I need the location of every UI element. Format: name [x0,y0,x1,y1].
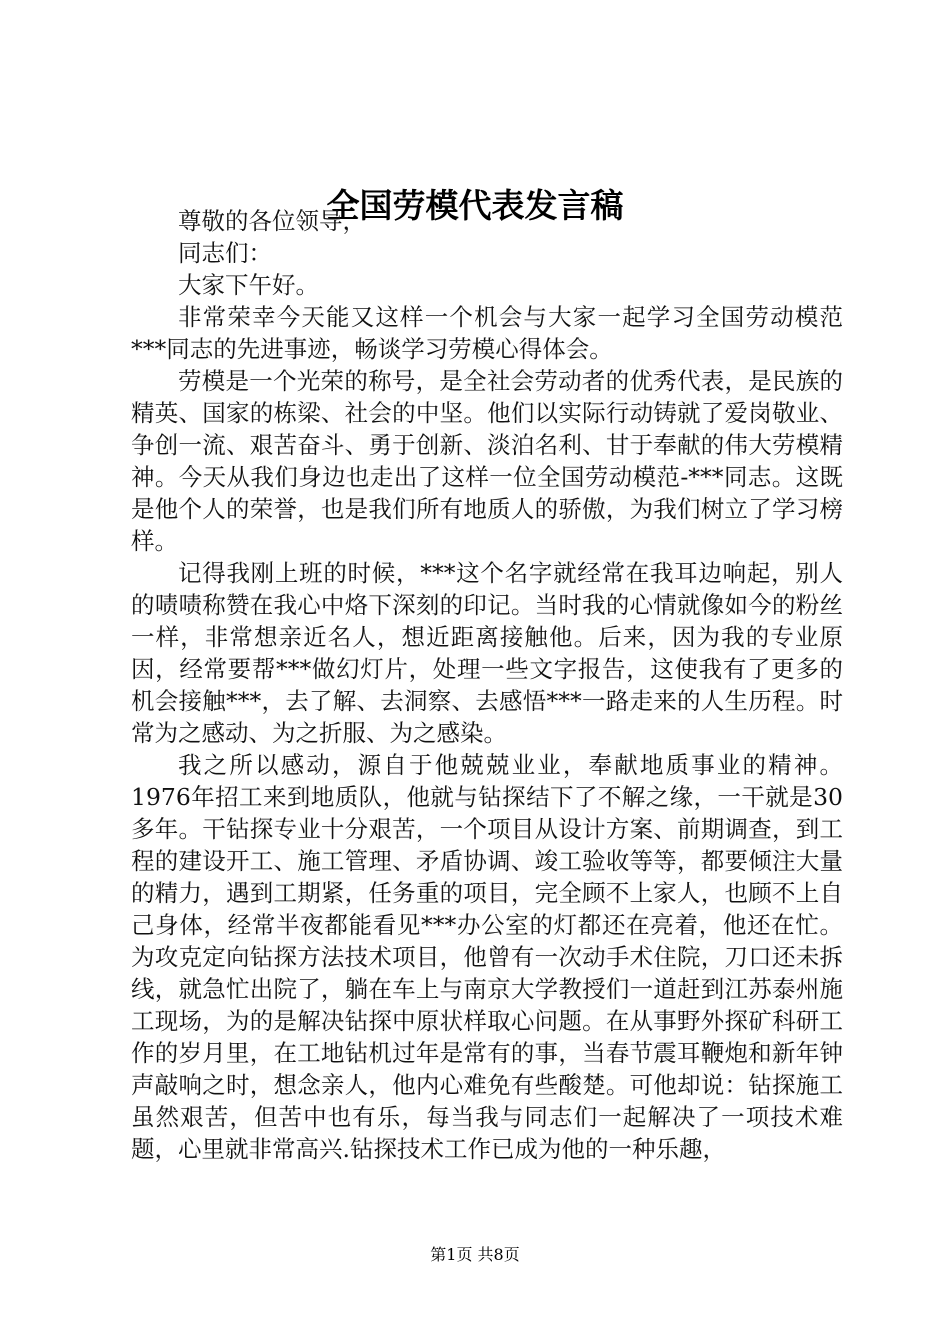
document-body [131,205,843,1165]
greeting: 大家下午好。 [178,271,319,299]
salutation-leaders: 尊敬的各位领导， [178,207,366,235]
document-title: 全国劳模代表发言稿 [326,186,624,225]
paragraph-model-worker: 劳模是一个光荣的称号，是全社会劳动者的优秀代表，是民族的精英、国家的栋梁、社会的中坚。他们以实际行动铸就了爱岗敬业、争创一流、艰苦奋斗、勇于创新、淡泊名利、甘于奉献的伟大劳模精神。今天从我们身边也走出了这样一位全国劳动模范-***同志。这既是他个人的荣誉，也是我们所有地质人的骄傲，为我们树立了学习榜样。 [131,367,843,555]
paragraph-dedication: 我之所以感动，源自于他兢兢业业，奉献地质事业的精神。1976年招工来到地质队，他就与钻探结下了不解之缘，一干就是30多年。干钻探专业十分艰苦，一个项目从设计方案、前期调查，到工程的建设开工、施工管理、矛盾协调、竣工验收等等，都要倾注大量的精力，遇到工期紧，任务重的项目，完全顾不上家人，也顾不上自己身体，经常半夜都能看见***办公室的灯都还在亮着，他还在忙。为攻克定向钻探方法技术项目，他曾有一次动手术住院，刀口还未拆线，就急忙出院了，躺在车上与南京大学教授们一道赶到江苏泰州施工现场，为的是解决钻探中原状样取心问题。在从事野外探矿科研工作的岁月里，在工地钻机过年是常有的事，当春节震耳鞭炮和新年钟声敲响之时，想念亲人，他内心难免有些酸楚。可他却说：钻探施工虽然艰苦，但苦中也有乐，每当我与同志们一起解决了一项技术难题，心里就非常高兴.钻探技术工作已成为他的一种乐趣， [131,751,843,1163]
page-footer: 第1页 共8页 [430,1245,520,1264]
paragraph-intro: 非常荣幸今天能又这样一个机会与大家一起学习全国劳动模范***同志的先进事迹，畅谈学习劳模心得体会。 [131,303,843,363]
salutation-comrades: 同志们： [178,239,272,267]
paragraph-memory: 记得我刚上班的时候，***这个名字就经常在我耳边响起，别人的啧啧称赞在我心中烙下深刻的印记。当时我的心情就像如今的粉丝一样，非常想亲近名人，想近距离接触他。后来，因为我的专业原因，经常要帮***做幻灯片，处理一些文字报告，这使我有了更多的机会接触***，去了解、去洞察、去感悟***一路走来的人生历程。时常为之感动、为之折服、为之感染。 [131,559,843,747]
